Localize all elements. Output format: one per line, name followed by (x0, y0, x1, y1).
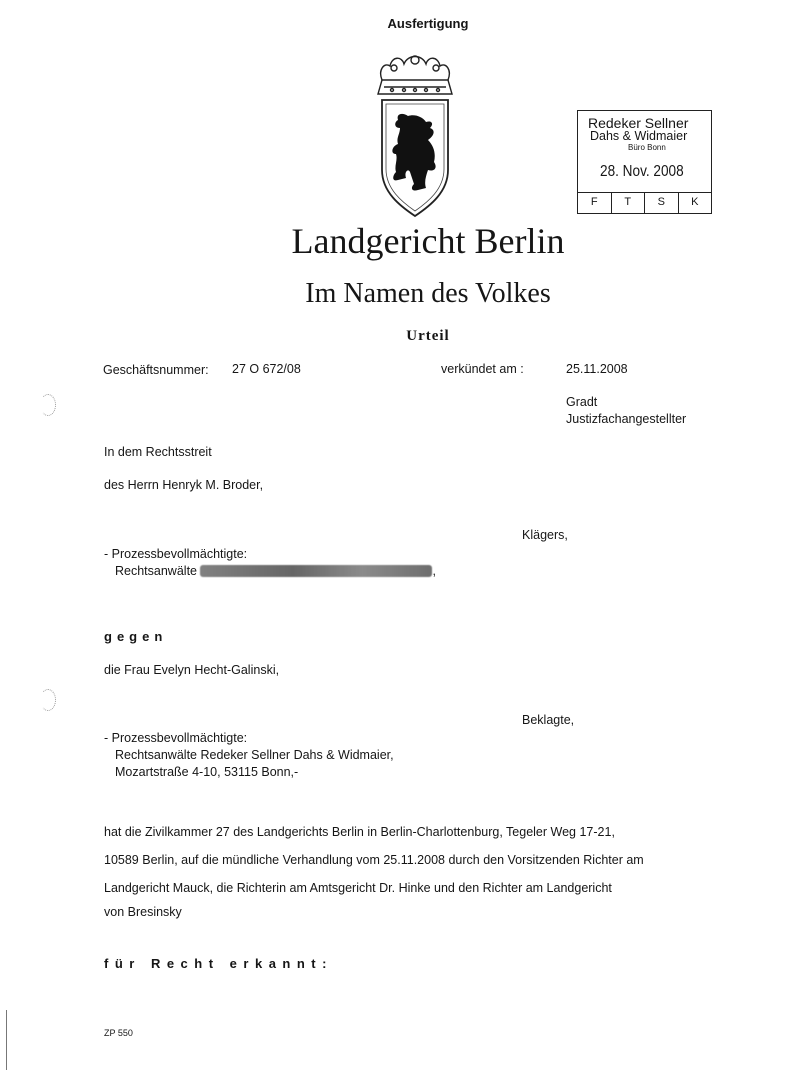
stamp-office: Büro Bonn (628, 143, 666, 152)
defendant-name: die Frau Evelyn Hecht-Galinski, (104, 663, 280, 677)
court-name: Landgericht Berlin (291, 221, 565, 261)
punch-hole-top (40, 394, 56, 416)
stamp-code-f: F (578, 193, 612, 213)
plaintiff-counsel-suffix: , (432, 564, 436, 578)
redacted-firm-name (200, 565, 432, 577)
plaintiff-role: Klägers, (522, 528, 568, 542)
plaintiff-counsel (115, 564, 436, 578)
defendant-counsel-label: - Prozessbevollmächtigte: (104, 731, 248, 745)
versus: gegen (104, 629, 168, 644)
proceedings-intro: In dem Rechtsstreit (104, 445, 212, 459)
stamp-code-grid (578, 192, 711, 213)
clerk-title: Justizfachangestellter (566, 412, 687, 426)
stamp-firm-line1: Redeker Sellner (588, 115, 689, 131)
body-line-3: Landgericht Mauck, die Richterin am Amtsgericht Dr. Hinke und den Richter am Landgericht (104, 881, 612, 895)
clerk-name: Gradt (566, 395, 598, 409)
stamp-code-s: S (645, 193, 679, 213)
receipt-stamp (577, 110, 712, 214)
document-type: Urteil (406, 328, 450, 344)
announced-date: 25.11.2008 (566, 362, 628, 376)
stamp-code-t: T (612, 193, 646, 213)
body-line-2: 10589 Berlin, auf die mündliche Verhandlung vom 25.11.2008 durch den Vorsitzenden Richter am (104, 853, 644, 867)
defendant-counsel-line1: Rechtsanwälte Redeker Sellner Dahs & Widmaier, (115, 748, 394, 762)
form-code: ZP 550 (104, 1028, 133, 1038)
plaintiff-counsel-prefix: Rechtsanwälte (115, 564, 197, 578)
stamp-code-k: K (691, 196, 699, 208)
berlin-coat-of-arms-icon (370, 50, 460, 218)
judgment-formula: Im Namen des Volkes (305, 278, 551, 309)
body-line-4: von Bresinsky (104, 905, 182, 919)
file-number: 27 O 672/08 (232, 362, 301, 376)
margin-line (6, 1010, 7, 1070)
plaintiff-counsel-label: - Prozessbevollmächtigte: (104, 547, 248, 561)
announced-label: verkündet am : (441, 362, 524, 376)
defendant-role: Beklagte, (522, 713, 575, 727)
verdict-heading: für Recht erkannt: (104, 956, 333, 971)
punch-hole-bottom (40, 689, 56, 711)
stamp-firm-line2: Dahs & Widmaier (590, 129, 688, 143)
plaintiff-name: des Herrn Henryk M. Broder, (104, 478, 264, 492)
body-line-1: hat die Zivilkammer 27 des Landgerichts Berlin in Berlin-Charlottenburg, Tegeler Weg 17-21, (104, 825, 615, 839)
stamp-date: 28. Nov. 2008 (600, 163, 684, 180)
copy-label: Ausfertigung (387, 16, 469, 31)
defendant-counsel-line2: Mozartstraße 4-10, 53115 Bonn,- (115, 765, 299, 779)
file-number-label: Geschäftsnummer: (103, 363, 209, 377)
